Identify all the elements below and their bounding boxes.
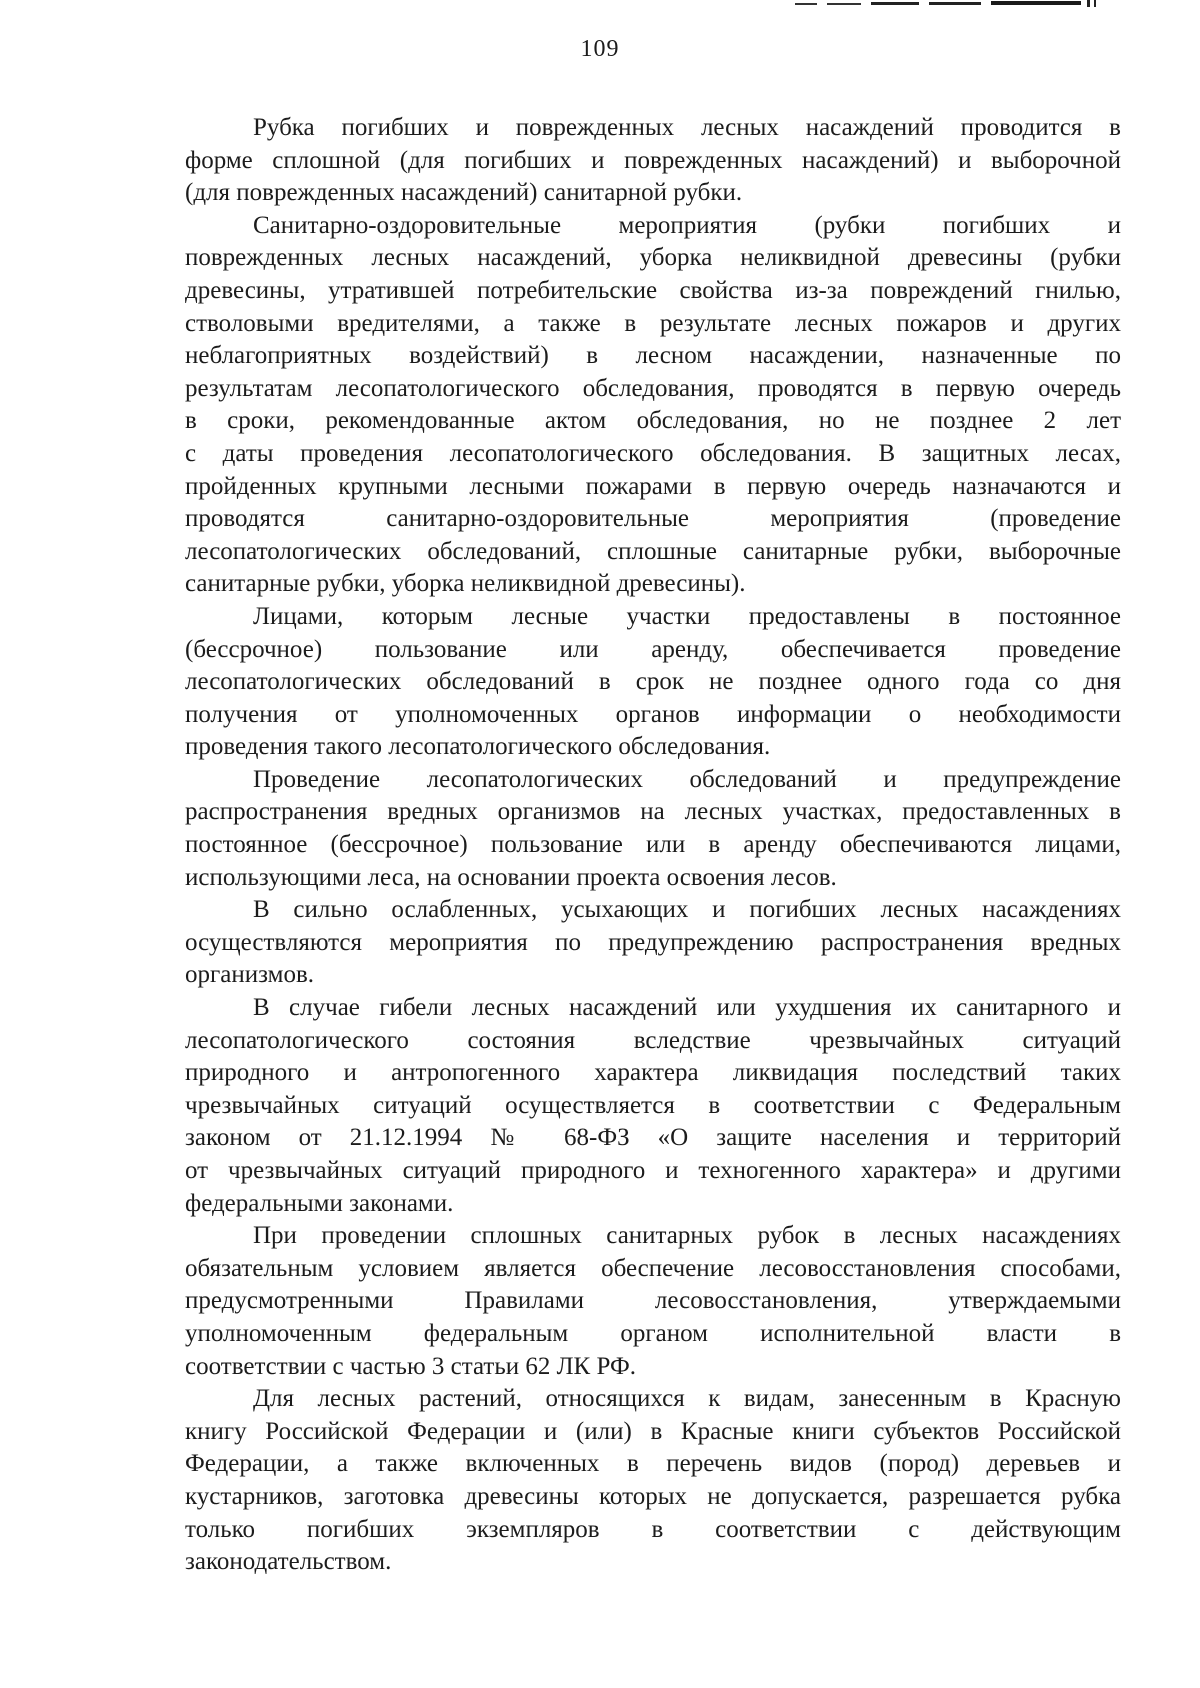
text-line: законом от 21.12.1994 № 68-ФЗ «О защите населения и территорий	[185, 1124, 1121, 1152]
text-line: лесопатологических обследований, сплошные санитарные рубки, выборочные	[185, 537, 1121, 565]
text-line: чрезвычайных ситуаций осуществляется в соответствии с Федеральным	[185, 1091, 1121, 1119]
text-line: организмов.	[185, 961, 315, 989]
text-line: законодательством.	[185, 1548, 392, 1576]
paragraph-3	[185, 601, 1121, 764]
text-line: Лицами, которым лесные участки предоставлены в постоянное	[253, 602, 1121, 630]
paragraph-1	[185, 112, 1121, 210]
text-line: только погибших экземпляров в соответствии с действующим	[185, 1515, 1121, 1543]
paragraph-7	[185, 1220, 1121, 1383]
text-line: проведения такого лесопатологического обследования.	[185, 733, 771, 761]
text-line: постоянное (бессрочное) пользование или в аренду обеспечиваются лицами,	[185, 831, 1121, 859]
text-line: неблагоприятных воздействий) в лесном насаждении, назначенные по	[185, 342, 1121, 370]
text-line: В случае гибели лесных насаждений или ухудшения их санитарного и	[253, 994, 1121, 1022]
text-line: с даты проведения лесопатологического обследования. В защитных лесах,	[185, 439, 1121, 467]
document-body	[185, 112, 1121, 1579]
text-line: предусмотренными Правилами лесовосстановления, утверждаемыми	[185, 1287, 1121, 1315]
text-line: осуществляются мероприятия по предупреждению распространения вредных	[185, 928, 1121, 956]
text-line: книгу Российской Федерации и (или) в Красные книги субъектов Российской	[185, 1417, 1121, 1445]
text-line: обязательным условием является обеспечение лесовосстановления способами,	[185, 1254, 1121, 1282]
text-line: проводятся санитарно-оздоровительные мероприятия (проведение	[185, 505, 1121, 533]
paragraph-8	[185, 1383, 1121, 1579]
text-line: пройденных крупными лесными пожарами в первую очередь назначаются и	[185, 472, 1121, 500]
text-line: форме сплошной (для погибших и поврежденных насаждений) и выборочной	[185, 146, 1121, 174]
text-line: использующими леса, на основании проекта освоения лесов.	[185, 863, 837, 891]
text-line: соответствии с частью 3 статьи 62 ЛК РФ.	[185, 1352, 636, 1380]
scan-edge-marks	[795, 0, 1105, 10]
text-line: результатам лесопатологического обследования, проводятся в первую очередь	[185, 374, 1121, 402]
text-line: Рубка погибших и поврежденных лесных насаждений проводится в	[253, 114, 1121, 141]
text-line: уполномоченным федеральным органом исполнительной власти в	[185, 1319, 1121, 1347]
text-line: Проведение лесопатологических обследований и предупреждение	[253, 765, 1121, 793]
paragraph-6	[185, 992, 1121, 1220]
text-line: санитарные рубки, уборка неликвидной древесины).	[185, 570, 746, 598]
text-line: природного и антропогенного характера ликвидация последствий таких	[185, 1059, 1121, 1087]
text-line: кустарников, заготовка древесины которых не допускается, разрешается рубка	[185, 1482, 1121, 1510]
text-line: (для поврежденных насаждений) санитарной рубки.	[185, 179, 743, 207]
paragraph-4	[185, 764, 1121, 894]
text-line: Федерации, а также включенных в перечень видов (пород) деревьев и	[185, 1450, 1121, 1478]
text-line: поврежденных лесных насаждений, уборка неликвидной древесины (рубки	[185, 244, 1121, 272]
text-line: (бессрочное) пользование или аренду, обеспечивается проведение	[185, 635, 1121, 663]
text-line: в сроки, рекомендованные актом обследования, но не позднее 2 лет	[185, 407, 1121, 435]
text-line: от чрезвычайных ситуаций природного и техногенного характера» и другими	[185, 1157, 1121, 1184]
text-line: Для лесных растений, относящихся к видам, занесенным в Красную	[253, 1385, 1121, 1413]
text-line: стволовыми вредителями, а также в результате лесных пожаров и других	[185, 309, 1121, 337]
text-line: распространения вредных организмов на лесных участках, предоставленных в	[185, 798, 1121, 826]
text-line: федеральными законами.	[185, 1189, 454, 1217]
text-line: В сильно ослабленных, усыхающих и погибших лесных насаждениях	[253, 896, 1121, 924]
text-line: древесины, утратившей потребительские свойства из-за повреждений гнилью,	[185, 276, 1121, 304]
paragraph-2	[185, 210, 1121, 601]
page-number: 109	[580, 36, 620, 62]
text-line: При проведении сплошных санитарных рубок в лесных насаждениях	[253, 1222, 1121, 1250]
text-line: лесопатологических обследований в срок не позднее одного года со дня	[185, 668, 1121, 696]
text-line: Санитарно-оздоровительные мероприятия (рубки погибших и	[253, 211, 1121, 239]
text-line: получения от уполномоченных органов информации о необходимости	[185, 700, 1121, 728]
paragraph-5	[185, 894, 1121, 992]
text-line: лесопатологического состояния вследствие чрезвычайных ситуаций	[185, 1026, 1121, 1054]
